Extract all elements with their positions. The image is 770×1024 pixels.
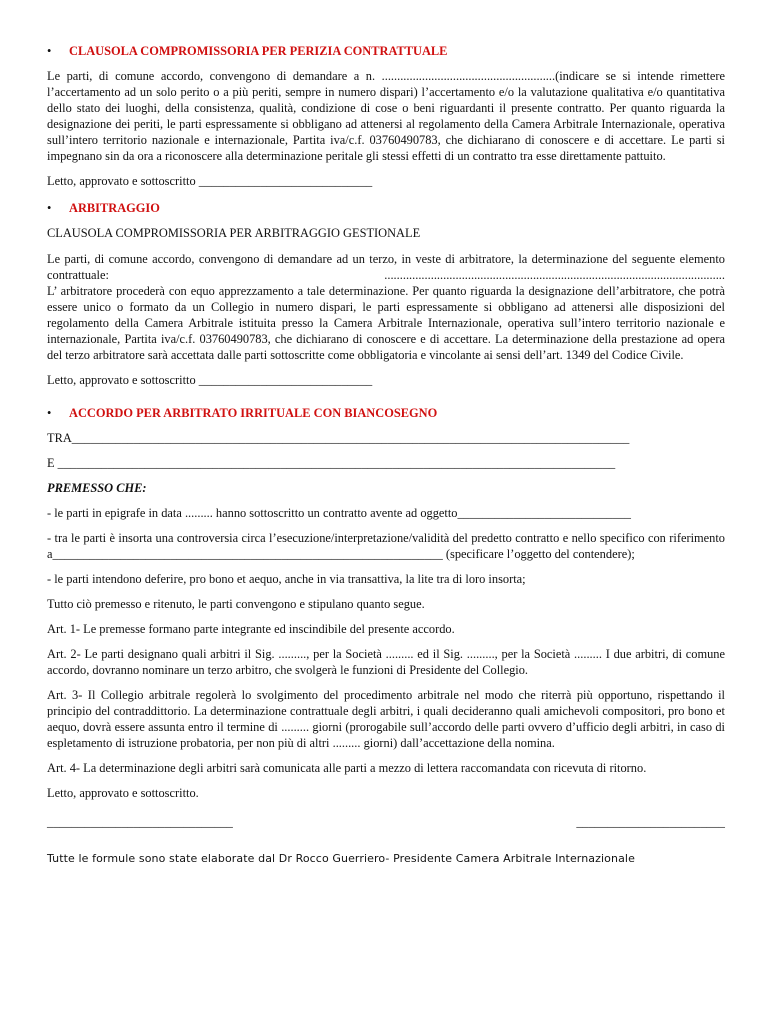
arbitraggio-signature-line: Letto, approvato e sottoscritto ____________________________: [47, 373, 373, 387]
premessa-1: - le parti in epigrafe in data ......... hanno sottoscritto un contratto avente ad oggetto____________________________: [47, 506, 631, 520]
signature-left: ______________________________: [47, 815, 233, 829]
party-tra-line: TRA__________________________________________________________________________________________: [47, 431, 630, 445]
bullet-icon: •: [47, 406, 52, 420]
arbitraggio-body: L’ arbitratore procederà con equo apprezzamento a tale determinazione. Per quanto riguarda la designazione dell’arbitratore, che potrà essere unico o formato da un Collegio in numero dispari, le parti espressamente si obbligano ad attenersi alle disposizioni del regolamento della Camera Arbitrale istituita presso la Camera Arbitrale Internazionale, operativa sull’intero territorio nazionale e internazionale, Partita iva/c.f. 03760490783, che dichiarano di conoscere e di accettare. La determinazione della prestazione ad opera del terzo arbitratore sarà accettata dalle parti sottoscritte come obbligatoria e vincolante ai sensi dell’art. 1349 del Codice Civile.: [47, 284, 725, 362]
heading-text: ACCORDO PER ARBITRATO IRRITUALE CON BIANCOSEGNO: [69, 406, 438, 420]
article-4: Art. 4- La determinazione degli arbitri sarà comunicata alle parti a mezzo di lettera raccomandata con ricevuta di ritorno.: [47, 761, 647, 775]
bullet-icon: •: [47, 201, 52, 215]
perizia-body: Le parti, di comune accordo, convengono di demandare a n. ........................................................(indicare se si intende rimettere l’accertamento ad un solo perito o a più periti, sempre in numero dispari) l’accertamento e/o la valutazione qualitativa e/o quantitativa dello stato dei luoghi, della consistenza, qualità, condizione di cose o beni riguardanti il presente contratto. Per quanto riguarda la designazione dei periti, le parti espressamente si obbligano ad attenersi al regolamento della Camera Arbitrale Internazionale, operativa sull’intero territorio nazionale e internazionale, Partita iva/c.f. 03760490783, che dichiarano di conoscere e di accettare. Le parti si impegnano sin da ora a riconoscere alla determinazione peritale gli stessi effetti di un contratto tra esse direttamente pattuito.: [47, 69, 725, 163]
footer-note: Tutte le formule sono state elaborate dal Dr Rocco Guerriero- Presidente Camera Arbitrale Internazionale: [47, 852, 635, 865]
party-e-line: E __________________________________________________________________________________________: [47, 456, 616, 470]
premessa-4: Tutto ciò premesso e ritenuto, le parti convengono e stipulano quanto segue.: [47, 597, 425, 611]
perizia-signature-line: Letto, approvato e sottoscritto ____________________________: [47, 174, 373, 188]
heading-text: CLAUSOLA COMPROMISSORIA PER PERIZIA CONTRATTUALE: [69, 44, 448, 58]
premesso-heading: PREMESSO CHE:: [47, 481, 147, 495]
article-1: Art. 1- Le premesse formano parte integrante ed inscindibile del presente accordo.: [47, 622, 455, 636]
signature-right: ________________________: [576, 815, 725, 829]
arbitraggio-subtitle: CLAUSOLA COMPROMISSORIA PER ARBITRAGGIO GESTIONALE: [47, 226, 421, 240]
signature-lines: [47, 815, 725, 830]
closing-text: Letto, approvato e sottoscritto.: [47, 786, 199, 800]
bullet-icon: •: [47, 44, 52, 58]
document-page: [47, 44, 725, 865]
heading-text: ARBITRAGGIO: [69, 201, 160, 215]
article-2: Art. 2- Le parti designano quali arbitri il Sig. ........., per la Società ......... ed il Sig. ........., per la Società ......... I due arbitri, di comune accordo, dovranno nominare un terzo arbitro, che svolgerà le funzioni di Presidente del Collegio.: [47, 647, 725, 677]
arbitraggio-body-intro: Le parti, di comune accordo, convengono di demandare ad un terzo, in veste di arbitratore, la determinazione del seguente elemento contrattuale: ..............................................................................................................: [47, 252, 725, 282]
section-heading-perizia: [47, 44, 725, 59]
premessa-3: - le parti intendono deferire, pro bono et aequo, anche in via transattiva, la lite tra di loro insorta;: [47, 572, 526, 586]
article-3: Art. 3- Il Collegio arbitrale regolerà lo svolgimento del procedimento arbitrale nel modo che riterrà più opportuno, rispettando il principio del contraddittorio. La determinazione contrattuale degli arbitri, i quali decideranno quali amichevoli compositori, pro bono et aequo, dovrà essere assunta entro il termine di ......... giorni (prorogabile sull’accordo delle parti ovvero d’ufficio degli arbitri, in caso di espletamento di istruzione probatoria, per non più di altri ......... giorni) dall’accettazione della nomina.: [47, 688, 725, 750]
section-heading-arbitraggio: [47, 201, 725, 216]
section-heading-arbitrato: [47, 406, 725, 421]
premessa-2: - tra le parti è insorta una controversia circa l’esecuzione/interpretazione/validità del predetto contratto e nello specifico con riferimento a_______________________________________________________________ (specificare l’oggetto del contendere);: [47, 531, 725, 561]
